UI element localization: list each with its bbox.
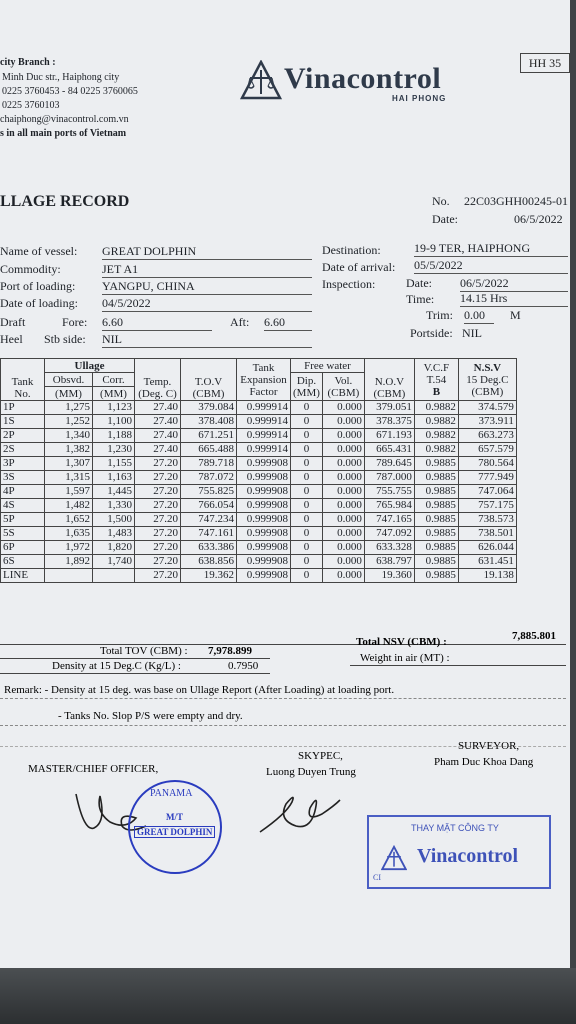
time-value: 14.15 Hrs [460,291,568,307]
cell-nov: 638.797 [364,555,414,569]
cell-vcf: 0.9882 [414,415,458,429]
cell-corr: 1,740 [93,555,135,569]
hdr-tank-exp: Tank [252,361,275,374]
cell-tov: 378.408 [181,415,237,429]
cell-vcf: 0.9885 [414,541,458,555]
commodity-label: Commodity: [0,262,61,276]
stamp-mt: M/T [166,812,183,822]
cell-obs: 1,307 [45,457,93,471]
date-loading-value: 04/5/2022 [102,296,312,312]
vinacontrol-stamp [367,815,551,889]
hdr-vol: Vol. [334,374,353,387]
cell-dip: 0 [291,443,323,457]
cell-temp: 27.20 [135,527,181,541]
cell-nsv: 373.911 [458,415,516,429]
inspection-label: Inspection: [322,277,376,291]
cell-factor: 0.999908 [237,457,291,471]
cell-vol: 0.000 [322,527,364,541]
trim-value: 0.00 [464,308,494,324]
hdr-corr: Corr. [93,373,135,387]
cell-tank: 3S [1,471,45,485]
cell-nsv: 631.451 [458,555,516,569]
stb-label: Stb side: [44,332,86,346]
table-row [1,415,517,429]
hdr-ullage: Ullage [45,359,135,373]
cell-nov: 747.165 [364,513,414,527]
cell-tov: 638.856 [181,555,237,569]
cell-tank: 4P [1,485,45,499]
hdr-t54: T.54 [426,373,447,386]
number-label: No. [432,194,450,208]
cell-nov: 19.360 [364,569,414,583]
cell-vol: 0.000 [322,401,364,415]
cell-corr: 1,155 [93,457,135,471]
fore-label: Fore: [62,315,88,329]
cell-nsv: 777.949 [458,471,516,485]
cell-corr: 1,188 [93,429,135,443]
stamp-logo-icon [381,845,407,871]
cell-vol: 0.000 [322,457,364,471]
table-row [1,555,517,569]
cell-factor: 0.999908 [237,513,291,527]
arrival-value: 05/5/2022 [414,258,568,274]
table-row [1,569,517,583]
cell-corr: 1,445 [93,485,135,499]
date-label: Date: [432,212,458,226]
trim-label: Trim: [426,308,453,322]
cell-obs: 1,597 [45,485,93,499]
total-tov-label: Total TOV (CBM) : [100,645,188,657]
hdr-expansion: Expansion [240,373,287,386]
cell-temp: 27.20 [135,499,181,513]
density-label: Density at 15 Deg.C (Kg/L) : [52,660,181,672]
cell-tank: 4S [1,499,45,513]
cell-vcf: 0.9885 [414,457,458,471]
cell-temp: 27.40 [135,443,181,457]
cell-obs: 1,972 [45,541,93,555]
cell-factor: 0.999908 [237,541,291,555]
hdr-tank: Tank [11,376,34,388]
total-nsv-value: 7,885.801 [512,630,556,642]
cell-temp: 27.20 [135,569,181,583]
skypec-signature-icon [256,786,346,836]
cell-tov: 665.488 [181,443,237,457]
hdr-vcf: V.C.F [423,361,450,374]
cell-dip: 0 [291,569,323,583]
cell-factor: 0.999914 [237,429,291,443]
hdr-nsv: N.S.V [473,361,502,374]
cell-vcf: 0.9885 [414,499,458,513]
cell-temp: 27.40 [135,401,181,415]
cell-obs: 1,340 [45,429,93,443]
cell-nov: 787.000 [364,471,414,485]
cell-temp: 27.20 [135,541,181,555]
cell-dip: 0 [291,541,323,555]
cell-vcf: 0.9885 [414,555,458,569]
logo-name: Vinacontrol [284,62,442,95]
cell-vol: 0.000 [322,513,364,527]
date-loading-label: Date of loading: [0,296,78,310]
remark-line1: Remark: - Density at 15 deg. was base on Ullage Report (After Loading) at loading port. [4,684,395,696]
cell-nsv: 663.273 [458,429,516,443]
hdr-nsv-cbm: (CBM) [471,385,504,398]
table-row [1,499,517,513]
cell-vcf: 0.9885 [414,471,458,485]
cell-factor: 0.999908 [237,471,291,485]
cell-obs: 1,275 [45,401,93,415]
cell-nov: 378.375 [364,415,414,429]
aft-label: Aft: [230,315,250,329]
branch-title: city Branch : [0,57,56,68]
hdr-corr-mm: (MM) [93,387,135,401]
vessel-name-label: Name of vessel: [0,244,78,258]
cell-tov: 633.386 [181,541,237,555]
branch-phone: 0225 3760453 - 84 0225 3760065 [2,86,138,97]
cell-corr: 1,100 [93,415,135,429]
background-surface [0,968,576,1024]
cell-corr: 1,123 [93,401,135,415]
cell-corr: 1,500 [93,513,135,527]
cell-nov: 789.645 [364,457,414,471]
cell-nov: 665.431 [364,443,414,457]
arrival-label: Date of arrival: [322,260,396,274]
cell-vol: 0.000 [322,471,364,485]
cell-vcf: 0.9885 [414,569,458,583]
cell-tank: 1P [1,401,45,415]
cell-nsv: 657.579 [458,443,516,457]
cell-factor: 0.999908 [237,555,291,569]
cell-nsv: 757.175 [458,499,516,513]
cell-corr: 1,483 [93,527,135,541]
hdr-tov: T.O.V [194,376,223,388]
cell-nov: 755.755 [364,485,414,499]
cell-nov: 765.984 [364,499,414,513]
stamp-rect-line1: THAY MẶT CÔNG TY [411,823,499,833]
hdr-no: No. [14,388,31,400]
table-row [1,443,517,457]
cell-factor: 0.999908 [237,569,291,583]
cell-vcf: 0.9885 [414,527,458,541]
cell-nsv: 19.138 [458,569,516,583]
skypec-label: SKYPEC, [298,750,343,762]
cell-temp: 27.20 [135,457,181,471]
cell-vcf: 0.9885 [414,485,458,499]
port-loading-label: Port of loading: [0,279,76,293]
time-label: Time: [406,292,435,306]
cell-nov: 671.193 [364,429,414,443]
weight-label: Weight in air (MT) : [360,652,450,664]
cell-temp: 27.20 [135,471,181,485]
cell-corr: 1,230 [93,443,135,457]
cell-obs: 1,635 [45,527,93,541]
cell-obs: 1,382 [45,443,93,457]
cell-tov: 755.825 [181,485,237,499]
stamp-top-text: PANAMA [150,788,193,799]
document-title: LLAGE RECORD [0,193,130,210]
hdr-factor: Factor [249,385,278,398]
cell-tank: 3P [1,457,45,471]
cell-tov: 747.161 [181,527,237,541]
portside-value: NIL [462,326,482,340]
cell-vcf: 0.9885 [414,513,458,527]
vinacontrol-logo-icon [240,60,282,100]
table-row [1,485,517,499]
cell-dip: 0 [291,485,323,499]
hdr-15degc: 15 Deg.C [466,373,509,386]
table-row [1,429,517,443]
total-nsv-label: Total NSV (CBM) : [356,636,447,648]
branch-address: Minh Duc str., Haiphong city [2,72,120,83]
aft-value: 6.60 [264,315,312,331]
stb-value: NIL [102,332,312,348]
hdr-free-water: Free water [291,359,365,373]
cell-factor: 0.999914 [237,443,291,457]
cell-corr: 1,163 [93,471,135,485]
cell-dip: 0 [291,415,323,429]
cell-tank: 6S [1,555,45,569]
cell-tank: 2S [1,443,45,457]
hdr-dip-mm: (MM) [293,386,320,399]
cell-factor: 0.999914 [237,415,291,429]
cell-dip: 0 [291,471,323,485]
cell-tov: 787.072 [181,471,237,485]
skypec-name: Luong Duyen Trung [266,766,356,778]
cell-tank: LINE [1,569,45,583]
cell-tank: 5S [1,527,45,541]
cell-dip: 0 [291,429,323,443]
date-value: 06/5/2022 [514,212,563,226]
cell-obs: 1,652 [45,513,93,527]
cell-tank: 5P [1,513,45,527]
hdr-obsvd: Obsvd. [45,373,93,387]
cell-vcf: 0.9882 [414,429,458,443]
cell-tov: 789.718 [181,457,237,471]
surveyor-name: Pham Duc Khoa Dang [434,756,534,768]
hdr-dip: Dip. [296,374,317,387]
cell-obs: 1,892 [45,555,93,569]
hdr-obsvd-mm: (MM) [45,387,93,401]
cell-temp: 27.20 [135,485,181,499]
master-label: MASTER/CHIEF OFFICER, [28,763,159,775]
stamp-rect-corner: CI [373,873,381,882]
cell-nov: 747.092 [364,527,414,541]
cell-tank: 6P [1,541,45,555]
density-value: 0.7950 [228,660,259,672]
ullage-table [0,358,517,583]
commodity-value: JET A1 [102,262,312,278]
insp-date-value: 06/5/2022 [460,276,568,292]
branch-ports: s in all main ports of Vietnam [0,128,127,139]
cell-obs: 1,482 [45,499,93,513]
table-row [1,457,517,471]
cell-obs: 1,252 [45,415,93,429]
cell-tov: 747.234 [181,513,237,527]
cell-vcf: 0.9882 [414,443,458,457]
fore-value: 6.60 [102,315,212,331]
cell-dip: 0 [291,401,323,415]
hdr-tov-cbm: (CBM) [192,388,225,400]
cell-factor: 0.999914 [237,401,291,415]
destination-value: 19-9 TER, HAIPHONG [414,241,568,257]
cell-dip: 0 [291,555,323,569]
hdr-vol-cbm: (CBM) [327,386,360,399]
table-row [1,541,517,555]
table-row [1,401,517,415]
cell-factor: 0.999908 [237,527,291,541]
cell-factor: 0.999908 [237,485,291,499]
cell-nsv: 738.573 [458,513,516,527]
cell-corr: 1,820 [93,541,135,555]
heel-label: Heel [0,332,23,346]
insp-date-label: Date: [406,276,432,290]
doc-code-box: HH 35 [520,53,570,73]
total-tov-value: 7,978.899 [208,645,252,657]
cell-nov: 379.051 [364,401,414,415]
cell-corr [93,569,135,583]
cell-dip: 0 [291,457,323,471]
cell-nsv: 626.044 [458,541,516,555]
cell-dip: 0 [291,499,323,513]
cell-temp: 27.20 [135,555,181,569]
cell-vol: 0.000 [322,415,364,429]
cell-nsv: 780.564 [458,457,516,471]
hdr-nov: N.O.V [374,376,405,388]
cell-vol: 0.000 [322,485,364,499]
cell-vol: 0.000 [322,499,364,513]
cell-vol: 0.000 [322,429,364,443]
cell-factor: 0.999908 [237,499,291,513]
branch-fax: 0225 3760103 [2,100,60,111]
branch-email: chaiphong@vinacontrol.com.vn [0,114,129,125]
cell-nsv: 374.579 [458,401,516,415]
hdr-degc: (Deg. C) [138,388,177,400]
remark-line2: - Tanks No. Slop P/S were empty and dry. [58,710,243,722]
number-value: 22C03GHH00245-01 [464,194,568,208]
port-loading-value: YANGPU, CHINA [102,279,312,295]
cell-tov: 766.054 [181,499,237,513]
cell-tank: 1S [1,415,45,429]
cell-vcf: 0.9882 [414,401,458,415]
cell-obs: 1,315 [45,471,93,485]
hdr-temp: Temp. [143,376,172,388]
cell-tov: 671.251 [181,429,237,443]
draft-label: Draft [0,315,26,329]
logo-sub: HAI PHONG [392,94,447,103]
cell-vol: 0.000 [322,443,364,457]
surveyor-label: SURVEYOR, [458,740,520,752]
vessel-name: GREAT DOLPHIN [102,244,312,260]
cell-temp: 27.20 [135,513,181,527]
vessel-stamp [128,780,222,874]
cell-nsv: 738.501 [458,527,516,541]
cell-tov: 379.084 [181,401,237,415]
table-row [1,513,517,527]
cell-nov: 633.328 [364,541,414,555]
cell-corr: 1,330 [93,499,135,513]
trim-unit: M [510,308,521,322]
stamp-rect-brand: Vinacontrol [417,845,519,867]
cell-tank: 2P [1,429,45,443]
destination-label: Destination: [322,243,381,257]
cell-vol: 0.000 [322,569,364,583]
cell-temp: 27.40 [135,415,181,429]
hdr-nov-cbm: (CBM) [373,388,406,400]
cell-temp: 27.40 [135,429,181,443]
portside-label: Portside: [410,326,453,340]
cell-vol: 0.000 [322,555,364,569]
cell-dip: 0 [291,527,323,541]
cell-nsv: 747.064 [458,485,516,499]
table-row [1,471,517,485]
stamp-vessel: GREAT DOLPHIN [134,826,215,838]
cell-vol: 0.000 [322,541,364,555]
cell-obs [45,569,93,583]
cell-dip: 0 [291,513,323,527]
cell-tov: 19.362 [181,569,237,583]
hdr-b: B [432,385,441,398]
table-row [1,527,517,541]
